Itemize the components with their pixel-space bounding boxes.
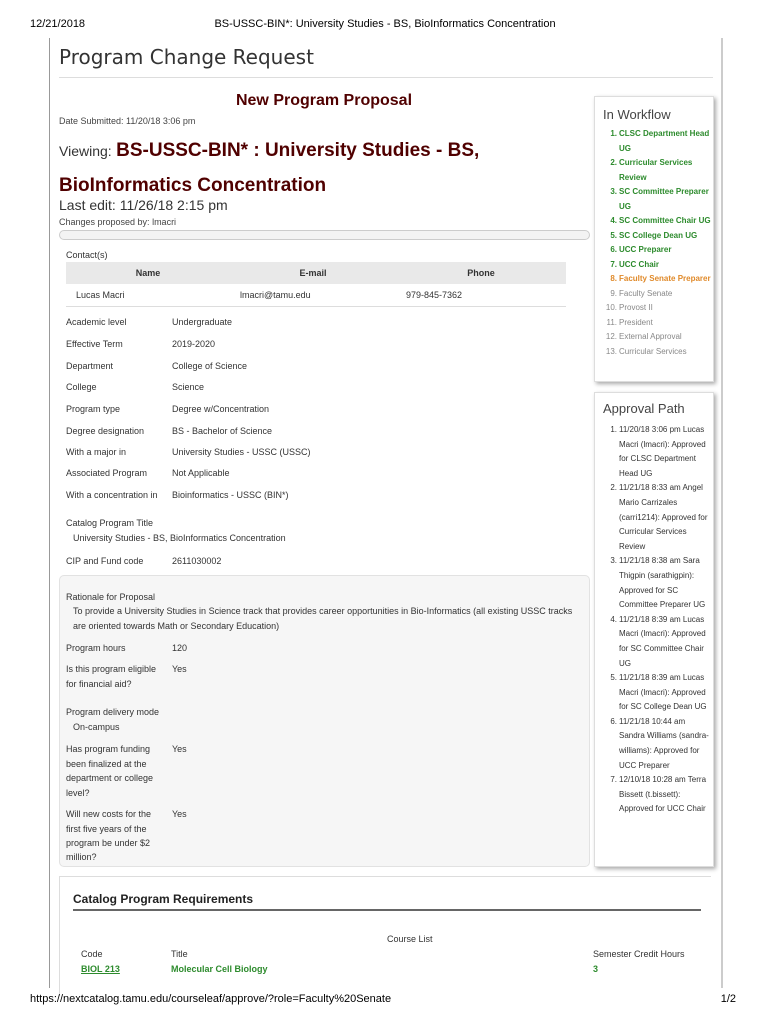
course-header-code: Code xyxy=(81,949,103,959)
funding-label-2: been finalized at the xyxy=(66,759,147,769)
print-page-number: 1/2 xyxy=(720,993,736,1005)
workflow-step xyxy=(595,243,715,258)
workflow-step-label: President xyxy=(619,317,653,327)
funding-label-1: Has program funding xyxy=(66,744,151,754)
workflow-step-number: 11. xyxy=(606,317,617,327)
associated-program-value: Not Applicable xyxy=(172,468,230,478)
workflow-step-number: 4. xyxy=(610,216,617,225)
course-title: Molecular Cell Biology xyxy=(171,964,268,974)
workflow-step-label: Provost II xyxy=(619,303,653,312)
approval-path-title: Approval Path xyxy=(603,401,685,416)
effective-term-label: Effective Term xyxy=(66,339,123,349)
new-costs-value: Yes xyxy=(172,809,187,819)
cip-value: 2611030002 xyxy=(172,556,222,566)
financial-aid-label-1: Is this program eligible xyxy=(66,664,157,674)
workflow-step-number: 10. xyxy=(605,303,617,312)
changes-proposed-by: Changes proposed by: lmacri xyxy=(59,217,177,227)
viewing-line xyxy=(59,134,589,204)
workflow-step-label: UCC Preparer xyxy=(619,245,672,254)
delivery-mode-label: Program delivery mode xyxy=(66,707,160,717)
workflow-step-number: 1. xyxy=(610,129,617,138)
workflow-step-label: Curricular Services Review xyxy=(619,158,693,182)
approval-entry-text: 11/21/18 8:39 am Lucas Macri (lmacri): Approved for SC Committee Chair UG xyxy=(619,614,706,668)
contacts-header-email: E-mail xyxy=(230,262,396,284)
workflow-step-label: Curricular Services xyxy=(619,346,687,356)
approval-entry-number: 3. xyxy=(610,556,617,566)
workflow-step-number: 5. xyxy=(610,230,617,240)
approval-entry-text: 11/21/18 10:44 am Sandra Williams (sandra-williams): Approved for UCC Preparer xyxy=(619,716,709,770)
cip-label: CIP and Fund code xyxy=(66,556,144,566)
contacts-header-row xyxy=(66,262,566,284)
program-code-title: BS-USSC-BIN* : University Studies - BS, BioInformatics Concentration xyxy=(59,140,480,196)
approval-entry-number: 7. xyxy=(610,775,617,785)
catalog-heading-rule xyxy=(73,909,701,911)
department-label: Department xyxy=(66,361,114,371)
workflow-step xyxy=(595,229,715,244)
approval-entry-number: 5. xyxy=(610,673,617,683)
college-label: College xyxy=(66,382,97,392)
workflow-step xyxy=(595,258,715,273)
approval-entry-text: 11/21/18 8:33 am Angel Mario Carrizales (carri1214): Approved for Curricular Services Review xyxy=(619,483,708,551)
contacts-label: Contact(s) xyxy=(66,250,108,260)
table-row xyxy=(66,284,566,306)
new-costs-label-3: program be under $2 xyxy=(66,838,151,848)
course-header-title: Title xyxy=(171,949,188,959)
date-submitted: Date Submitted: 11/20/18 3:06 pm xyxy=(59,116,196,126)
frame-left-border xyxy=(49,38,50,988)
workflow-title: In Workflow xyxy=(603,107,671,122)
rationale-text-line-1: To provide a University Studies in Science track that provides career opportunities in Bio-Informatics (all existing USSC tracks xyxy=(73,606,573,616)
program-hours-label: Program hours xyxy=(66,643,126,653)
course-code-link[interactable]: BIOL 213 xyxy=(81,964,120,974)
workflow-step xyxy=(595,185,715,214)
workflow-step xyxy=(595,287,715,302)
program-type-label: Program type xyxy=(66,404,121,414)
rationale-text-line-2: are oriented towards Math or Secondary Education) xyxy=(73,621,280,631)
contacts-table xyxy=(66,262,566,307)
print-title: BS-USSC-BIN*: University Studies - BS, BioInformatics Concentration xyxy=(214,18,556,30)
approval-entry-text: 11/20/18 3:06 pm Lucas Macri (lmacri): Approved for CLSC Department Head UG xyxy=(619,425,706,478)
approval-entry-text: 11/21/18 8:38 am Sara Thigpin (sarathigpin): Approved for SC Committee Preparer UG xyxy=(619,556,706,610)
contact-name: Lucas Macri xyxy=(66,284,230,306)
approval-entry-text: 11/21/18 8:39 am Lucas Macri (lmacri): Approved for SC College Dean UG xyxy=(619,673,707,712)
approval-entry-number: 2. xyxy=(610,483,617,493)
academic-level-label: Academic level xyxy=(66,317,127,327)
approval-entry-number: 6. xyxy=(610,716,617,726)
approval-entry xyxy=(595,481,715,554)
workflow-step xyxy=(595,345,715,360)
workflow-step-number: 3. xyxy=(610,187,617,196)
effective-term-value: 2019-2020 xyxy=(172,339,216,349)
workflow-step-label: Faculty Senate Preparer xyxy=(619,274,711,283)
print-date: 12/21/2018 xyxy=(30,18,86,30)
last-edit: Last edit: 11/26/18 2:15 pm xyxy=(59,197,228,213)
program-type-value: Degree w/Concentration xyxy=(172,404,270,414)
department-value: College of Science xyxy=(172,361,248,371)
workflow-panel xyxy=(594,96,714,382)
print-header xyxy=(30,18,740,32)
workflow-step-number: 12. xyxy=(605,332,617,341)
contacts-header-phone: Phone xyxy=(396,262,566,284)
contact-email: lmacri@tamu.edu xyxy=(230,284,396,306)
new-costs-label-1: Will new costs for the xyxy=(66,809,152,819)
workflow-step xyxy=(595,330,715,345)
workflow-step xyxy=(595,156,715,185)
approval-entry xyxy=(595,613,715,671)
workflow-step-label: SC College Dean UG xyxy=(619,230,698,240)
course-list-label: Course List xyxy=(387,934,433,944)
course-header-hours: Semester Credit Hours xyxy=(593,949,685,959)
workflow-step-number: 2. xyxy=(610,158,617,167)
workflow-step xyxy=(595,272,715,287)
concentration-value: Bioinformatics - USSC (BIN*) xyxy=(172,490,289,500)
workflow-step xyxy=(595,214,715,229)
new-costs-label-4: million? xyxy=(66,852,97,862)
workflow-step-number: 6. xyxy=(610,245,617,254)
approval-entry-number: 1. xyxy=(610,425,617,434)
catalog-requirements-heading: Catalog Program Requirements xyxy=(73,892,254,906)
workflow-step-label: SC Committee Preparer UG xyxy=(619,187,709,211)
catalog-program-title-label: Catalog Program Title xyxy=(66,518,154,528)
page-title: Program Change Request xyxy=(59,45,314,69)
frame-right-border xyxy=(721,38,723,988)
catalog-program-title-value: University Studies - BS, BioInformatics Concentration xyxy=(73,533,286,543)
new-costs-label-2: first five years of the xyxy=(66,824,147,834)
funding-label-4: level? xyxy=(66,788,90,798)
workflow-list xyxy=(595,127,715,359)
concentration-label: With a concentration in xyxy=(66,490,158,500)
workflow-step-label: UCC Chair xyxy=(619,259,660,269)
print-url: https://nextcatalog.tamu.edu/courseleaf/approve/?role=Faculty%20Senate xyxy=(30,993,392,1005)
workflow-step-label: SC Committee Chair UG xyxy=(619,216,711,225)
workflow-step xyxy=(595,301,715,316)
major-label: With a major in xyxy=(66,447,127,457)
workflow-step-number: 9. xyxy=(610,288,617,298)
section-divider-bar xyxy=(59,230,590,240)
workflow-step-label: External Approval xyxy=(619,332,682,341)
workflow-step-label: Faculty Senate xyxy=(619,288,673,298)
viewing-label: Viewing: xyxy=(59,143,112,159)
approval-entry-text: 12/10/18 10:28 am Terra Bissett (t.bissett): Approved for UCC Chair xyxy=(619,775,707,814)
delivery-mode-value: On-campus xyxy=(73,722,120,732)
financial-aid-value: Yes xyxy=(172,664,187,674)
workflow-step xyxy=(595,127,715,156)
approval-entry xyxy=(595,715,715,773)
workflow-step-number: 8. xyxy=(610,274,617,283)
approval-entry-number: 4. xyxy=(610,614,617,624)
contacts-header-name: Name xyxy=(66,262,230,284)
print-footer xyxy=(30,993,740,1007)
college-value: Science xyxy=(172,382,205,392)
workflow-step-number: 7. xyxy=(610,259,617,269)
degree-designation-label: Degree designation xyxy=(66,426,145,436)
funding-value: Yes xyxy=(172,744,187,754)
workflow-step-label: CLSC Department Head UG xyxy=(619,129,710,153)
workflow-step xyxy=(595,316,715,331)
title-divider xyxy=(59,77,713,78)
major-value: University Studies - USSC (USSC) xyxy=(172,447,311,457)
financial-aid-label-2: for financial aid? xyxy=(66,679,132,689)
workflow-step-number: 13. xyxy=(605,346,617,356)
approval-entry xyxy=(595,554,715,612)
funding-label-3: department or college xyxy=(66,773,154,783)
approval-entry xyxy=(595,423,715,481)
degree-designation-value: BS - Bachelor of Science xyxy=(172,426,273,436)
associated-program-label: Associated Program xyxy=(66,468,148,478)
course-hours: 3 xyxy=(593,964,599,974)
rationale-label: Rationale for Proposal xyxy=(66,592,156,602)
approval-path-panel xyxy=(594,392,714,867)
program-hours-value: 120 xyxy=(172,643,188,653)
approval-path-list xyxy=(595,423,715,817)
approval-entry xyxy=(595,671,715,715)
proposal-heading: New Program Proposal xyxy=(235,92,413,109)
approval-entry xyxy=(595,773,715,817)
academic-level-value: Undergraduate xyxy=(172,317,233,327)
contact-phone: 979-845-7362 xyxy=(396,284,566,306)
